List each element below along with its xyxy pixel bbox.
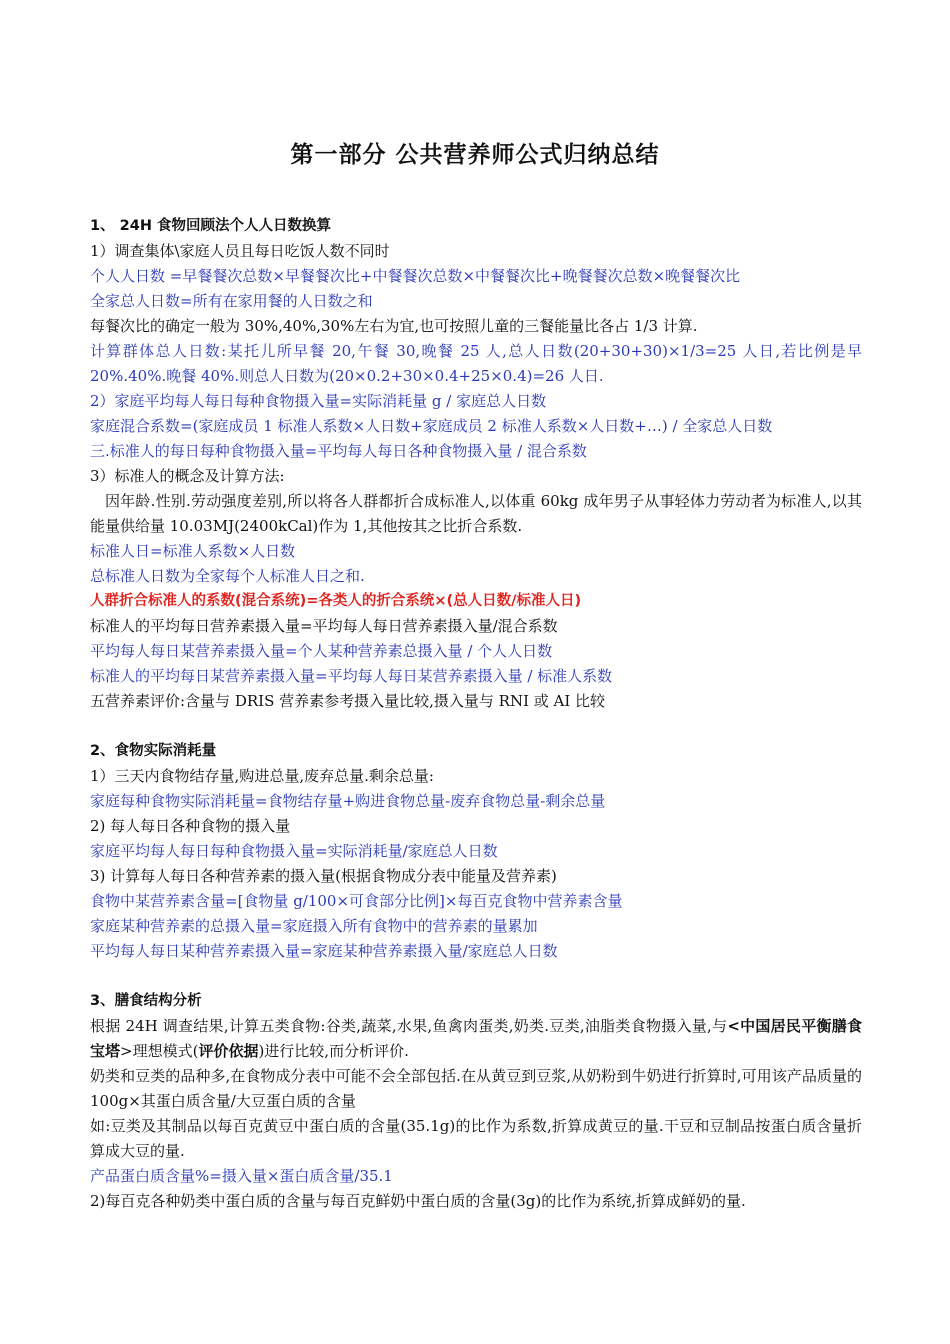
text-paragraph: 因年龄.性别.劳动强度差别,所以将各人群都折合成标准人,以体重 60kg 成年男子从事轻体力劳动者为标准人,以其能量供给量 10.03MJ(2400kCal)作为 1,其他按其之比折合系数.	[90, 492, 862, 535]
text-line: 1）三天内食物结存量,购进总量,废弃总量.剩余总量:	[90, 767, 434, 785]
formula-line: 标准人日=标准人系数×人日数	[90, 542, 296, 560]
formula-line: 家庭混合系数=(家庭成员 1 标准人系数×人日数+家庭成员 2 标准人系数×人日数+…) / 全家总人日数	[90, 417, 773, 435]
section-2-heading: 2、食物实际消耗量	[90, 743, 217, 759]
text-paragraph: 奶类和豆类的品种多,在食物成分表中可能不会全部包括.在从黄豆到豆浆,从奶粉到牛奶进行折算时,可用该产品质量的 100g×其蛋白质含量/大豆蛋白质的含量	[90, 1067, 862, 1110]
text-paragraph: 如:豆类及其制品以每百克黄豆中蛋白质的含量(35.1g)的比作为系数,折算成黄豆的量.干豆和豆制品按蛋白质含量折算成大豆的量.	[90, 1117, 862, 1160]
formula-line: 个人人日数 =早餐餐次总数×早餐餐次比+中餐餐次总数×中餐餐次比+晚餐餐次总数×晚餐餐次比	[90, 267, 741, 285]
formula-line: 产品蛋白质含量%=摄入量×蛋白质含量/35.1	[90, 1167, 393, 1185]
formula-line: 2）家庭平均每人每日每种食物摄入量=实际消耗量 g / 家庭总人日数	[90, 392, 547, 410]
text-line: 1）调查集体\家庭人员且每日吃饭人数不同时	[90, 242, 390, 260]
formula-line: 家庭某种营养素的总摄入量=家庭摄入所有食物中的营养素的量累加	[90, 917, 538, 935]
formula-line: 平均每人每日某种营养素摄入量=家庭某种营养素摄入量/家庭总人日数	[90, 942, 558, 960]
highlight-formula: 人群折合标准人的系数(混合系统)=各类人的折合系统×(总人日数/标准人日)	[90, 593, 582, 609]
formula-line: 总标准人日数为全家每个人标准人日之和.	[90, 567, 365, 585]
text-span: >理想模式(	[120, 1042, 199, 1060]
formula-line: 三.标准人的每日每种食物摄入量=平均每人每日各种食物摄入量 / 混合系数	[90, 442, 587, 460]
spacer	[90, 964, 862, 989]
section-1-heading: 1、 24H 食物回顾法个人人日数换算	[90, 218, 331, 234]
text-line: 2) 每人每日各种食物的摄入量	[90, 817, 291, 835]
document-body	[90, 214, 862, 1214]
page-title: 第一部分 公共营养师公式归纳总结	[290, 142, 660, 168]
text-span: )进行比较,而分析评价.	[258, 1042, 409, 1060]
formula-line: 全家总人日数=所有在家用餐的人日数之和	[90, 292, 373, 310]
section-3-heading: 3、膳食结构分析	[90, 993, 202, 1009]
formula-line: 平均每人每日某营养素摄入量=个人某种营养素总摄入量 / 个人人日数	[90, 642, 553, 660]
text-line: 标准人的平均每日营养素摄入量=平均每人每日营养素摄入量/混合系数	[90, 617, 558, 635]
spacer	[90, 714, 862, 739]
text-line: 3）标准人的概念及计算方法:	[90, 467, 285, 485]
text-line: 3) 计算每人每日各种营养素的摄入量(根据食物成分表中能量及营养素)	[90, 867, 557, 885]
text-span: 根据 24H 调查结果,计算五类食物:谷类,蔬菜,水果,鱼禽肉蛋类,奶类.豆类,油脂类食物摄入量,与	[90, 1017, 728, 1035]
formula-line: 食物中某营养素含量=[食物量 g/100×可食部分比例]×每百克食物中营养素含量	[90, 892, 623, 910]
formula-paragraph: 计算群体总人日数:某托儿所早餐 20,午餐 30,晚餐 25 人,总人日数(20+30+30)×1/3=25 人日,若比例是早 20%.40%.晚餐 40%.则总人日数为(20×0.2+30×0.4+25×0.4)=26 人日.	[90, 342, 862, 385]
formula-line: 家庭平均每人每日每种食物摄入量=实际消耗量/家庭总人日数	[90, 842, 498, 860]
text-line: 2)每百克各种奶类中蛋白质的含量与每百克鲜奶中蛋白质的含量(3g)的比作为系统,折算成鲜奶的量.	[90, 1192, 746, 1210]
bold-span: <中国居民平衡膳食宝塔	[90, 1017, 862, 1060]
bold-span: 评价依据	[198, 1042, 259, 1060]
text-paragraph	[90, 1014, 862, 1064]
formula-line: 家庭每种食物实际消耗量=食物结存量+购进食物总量-废弃食物总量-剩余总量	[90, 792, 606, 810]
formula-line: 标准人的平均每日某营养素摄入量=平均每人每日某营养素摄入量 / 标准人系数	[90, 667, 613, 685]
text-line: 每餐次比的确定一般为 30%,40%,30%左右为宜,也可按照儿童的三餐能量比各占 1/3 计算.	[90, 317, 698, 335]
text-line: 五营养素评价:含量与 DRIS 营养素参考摄入量比较,摄入量与 RNI 或 AI 比较	[90, 692, 606, 710]
